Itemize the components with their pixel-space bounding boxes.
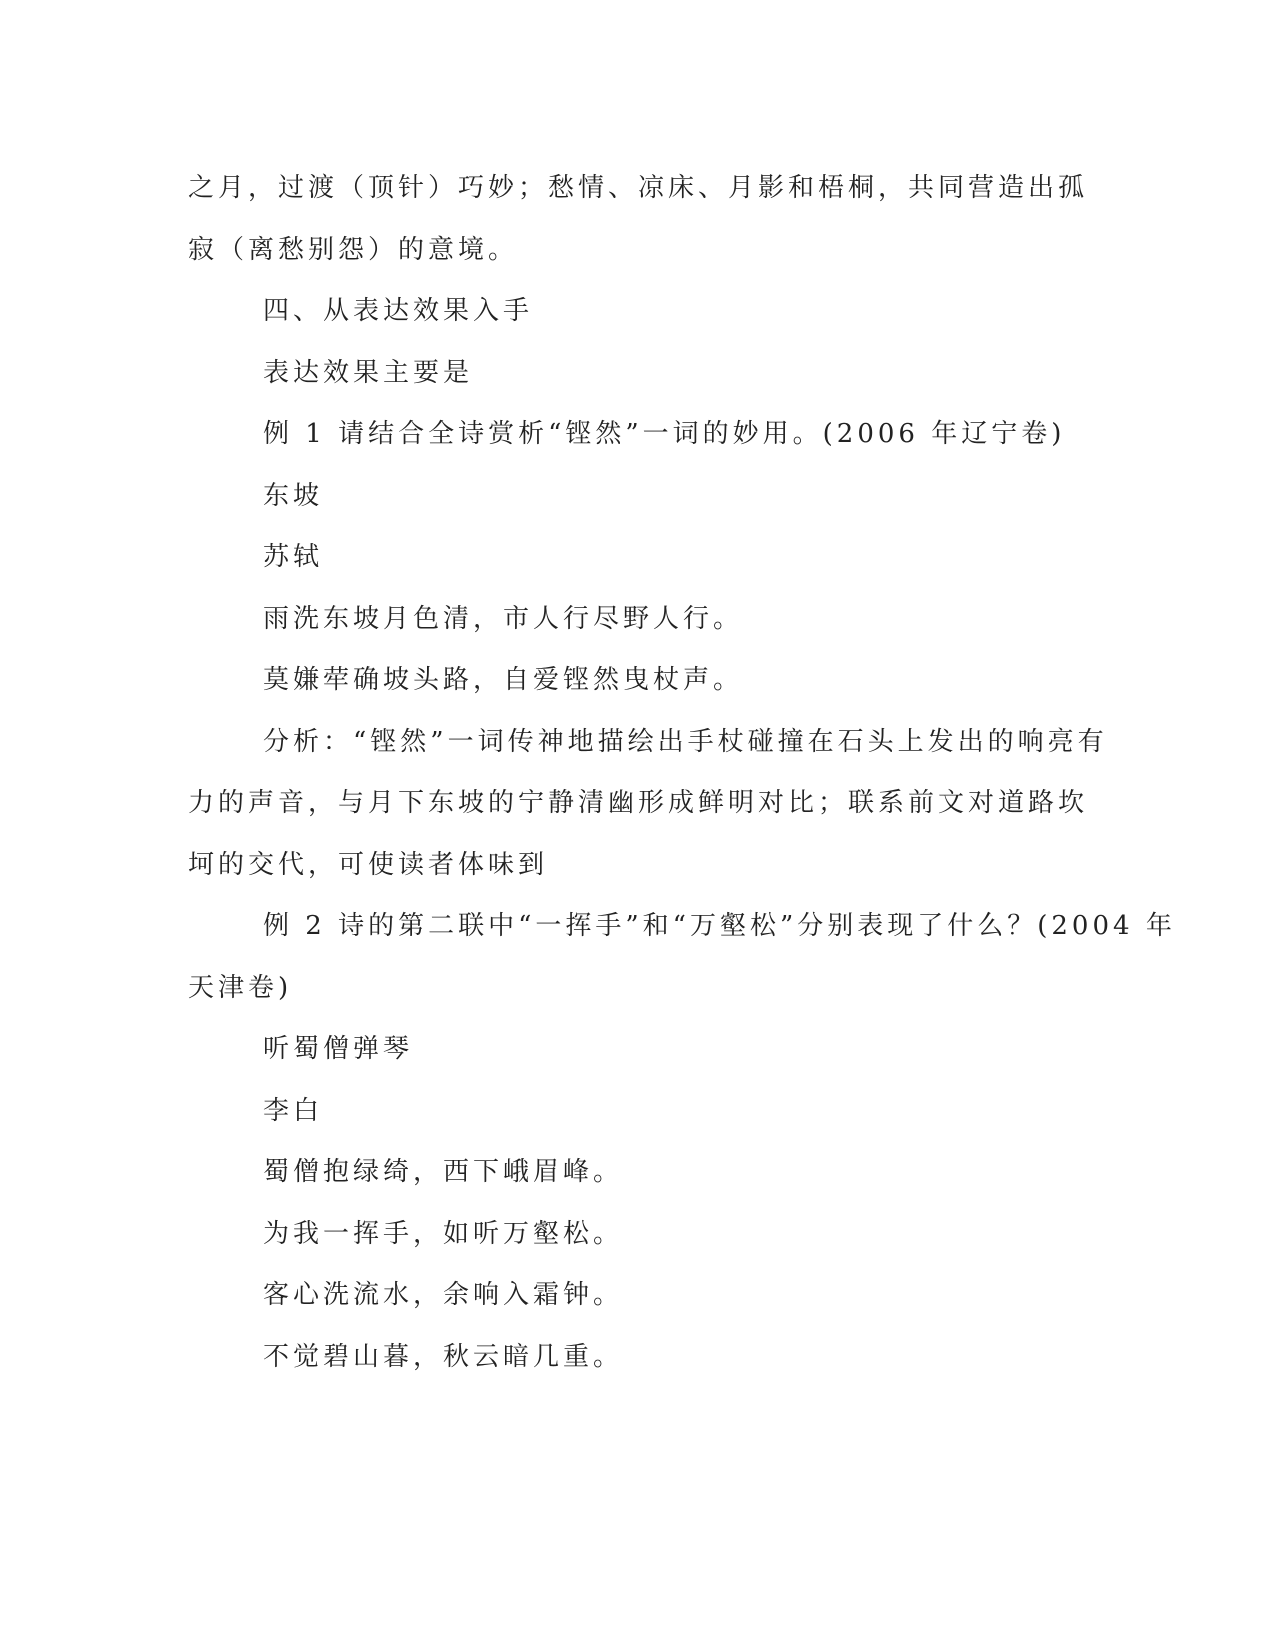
poem-line: 不觉碧山暮，秋云暗几重。 — [263, 1341, 624, 1372]
example-question: 天津卷) — [188, 972, 293, 1003]
analysis-line: 分析：“铿然”一词传神地描绘出手杖碰撞在石头上发出的响亮有 — [263, 726, 1108, 757]
example-question: 例 1 请结合全诗赏析“铿然”一词的妙用。(2006 年辽宁卷) — [263, 419, 1066, 449]
section-heading: 四、从表达效果入手 — [263, 296, 534, 326]
poem-title: 听蜀僧弹琴 — [263, 1034, 414, 1064]
poem-line: 为我一挥手，如听万壑松。 — [263, 1218, 624, 1249]
analysis-line: 坷的交代，可使读者体味到 — [188, 849, 549, 880]
poem-line: 莫嫌荦确坡头路，自爱铿然曳杖声。 — [263, 665, 744, 695]
paragraph-line: 之月，过渡（顶针）巧妙；愁情、凉床、月影和梧桐，共同营造出孤 — [188, 173, 1089, 203]
poem-title: 东坡 — [263, 480, 324, 511]
paragraph-line: 寂（离愁别怨）的意境。 — [188, 234, 519, 265]
document-body — [188, 158, 1176, 1388]
poem-line: 雨洗东坡月色清，市人行尽野人行。 — [263, 603, 744, 634]
poem-author: 李白 — [263, 1095, 324, 1126]
analysis-line: 力的声音，与月下东坡的宁静清幽形成鲜明对比；联系前文对道路坎 — [188, 788, 1089, 818]
example-question: 例 2 诗的第二联中“一挥手”和“万壑松”分别表现了什么？(2004 年 — [263, 911, 1176, 941]
poem-line: 客心洗流水，余响入霜钟。 — [263, 1280, 624, 1310]
paragraph-line: 表达效果主要是 — [263, 357, 474, 388]
poem-line: 蜀僧抱绿绮，西下峨眉峰。 — [263, 1157, 624, 1187]
poem-author: 苏轼 — [263, 542, 324, 572]
